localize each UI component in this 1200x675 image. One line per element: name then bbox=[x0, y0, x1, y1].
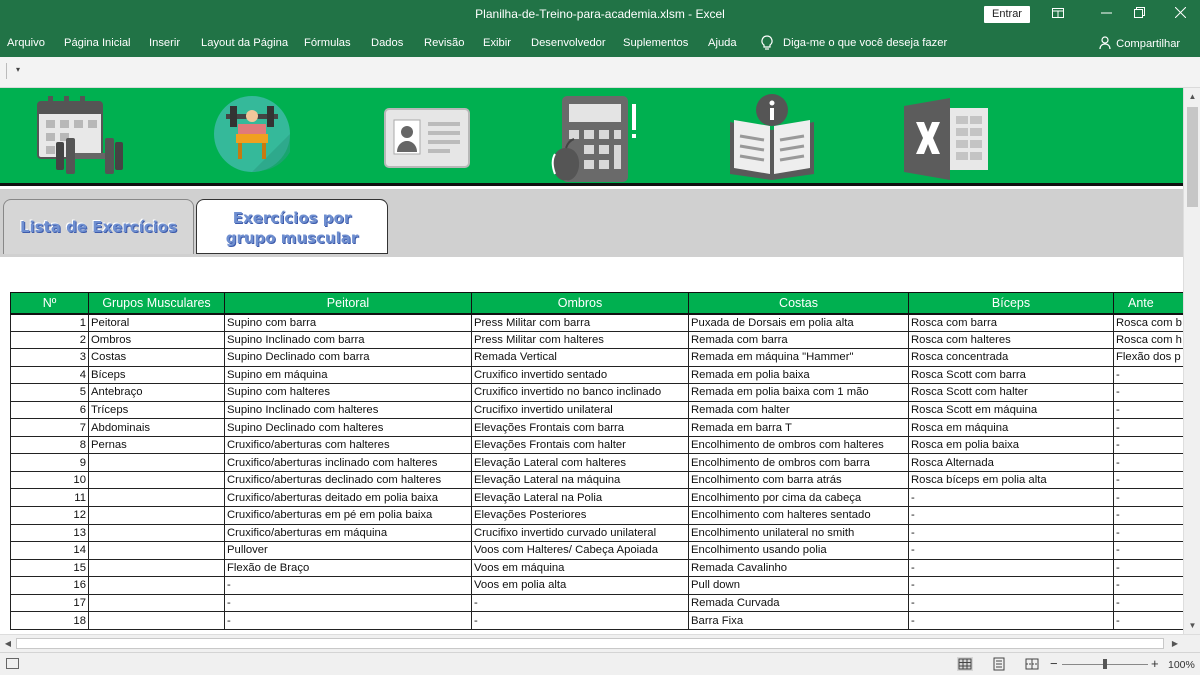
horizontal-scrollbar[interactable] bbox=[0, 634, 1200, 652]
menu-layout-da-pagina[interactable]: Layout da Página bbox=[201, 37, 289, 49]
cell-antebraco[interactable]: - bbox=[1114, 401, 1184, 419]
page-layout-view-icon[interactable] bbox=[991, 657, 1007, 671]
horizontal-scroll-track[interactable] bbox=[16, 638, 1164, 649]
scroll-up-icon[interactable]: ▲ bbox=[1188, 92, 1197, 101]
cell-grupo[interactable] bbox=[89, 559, 225, 577]
cell-numero[interactable]: 8 bbox=[11, 436, 89, 454]
cell-peitoral[interactable]: Cruxifico/aberturas com halteres bbox=[225, 436, 472, 454]
page-break-view-icon[interactable] bbox=[1024, 657, 1040, 671]
cell-ombros[interactable]: Voos em polia alta bbox=[472, 577, 689, 595]
table-row bbox=[11, 366, 1184, 384]
normal-view-icon[interactable] bbox=[957, 657, 973, 671]
cell-biceps[interactable]: - bbox=[909, 489, 1114, 507]
table-row bbox=[11, 471, 1184, 489]
cell-biceps[interactable]: Rosca bíceps em polia alta bbox=[909, 471, 1114, 489]
cell-grupo[interactable]: Tríceps bbox=[89, 401, 225, 419]
vertical-scrollbar[interactable] bbox=[1183, 88, 1200, 634]
cell-biceps[interactable]: Rosca em máquina bbox=[909, 419, 1114, 437]
toolbar-divider bbox=[6, 63, 7, 79]
table-row bbox=[11, 349, 1184, 367]
cell-antebraco[interactable]: - bbox=[1114, 577, 1184, 595]
menu-suplementos[interactable]: Suplementos bbox=[623, 37, 689, 49]
cell-ombros[interactable]: Voos em máquina bbox=[472, 559, 689, 577]
cell-peitoral[interactable]: Pullover bbox=[225, 542, 472, 560]
ribbon-display-options-icon[interactable] bbox=[1044, 3, 1072, 25]
cell-ombros[interactable]: Cruxifico invertido no banco inclinado bbox=[472, 384, 689, 402]
cell-costas[interactable]: Encolhimento com halteres sentado bbox=[689, 507, 909, 525]
cell-peitoral[interactable]: Supino Declinado com halteres bbox=[225, 419, 472, 437]
menu-pagina-inicial[interactable]: Página Inicial bbox=[64, 37, 131, 49]
cell-peitoral[interactable]: Cruxifico/aberturas em máquina bbox=[225, 524, 472, 542]
cell-costas[interactable]: Remada Cavalinho bbox=[689, 559, 909, 577]
window-title: Planilha-de-Treino-para-academia.xlsm - Excel bbox=[475, 7, 725, 21]
cell-biceps[interactable]: Rosca Scott em máquina bbox=[909, 401, 1114, 419]
cell-ombros[interactable]: Elevações Frontais com halter bbox=[472, 436, 689, 454]
cell-biceps[interactable]: Rosca concentrada bbox=[909, 349, 1114, 367]
cell-peitoral[interactable]: Flexão de Braço bbox=[225, 559, 472, 577]
cell-biceps[interactable]: - bbox=[909, 524, 1114, 542]
cell-ombros[interactable]: Remada Vertical bbox=[472, 349, 689, 367]
person-share-icon bbox=[1099, 36, 1113, 50]
zoom-level[interactable]: 100% bbox=[1168, 659, 1195, 671]
zoom-out-button[interactable]: − bbox=[1050, 656, 1058, 671]
cell-numero[interactable]: 4 bbox=[11, 366, 89, 384]
table-row bbox=[11, 454, 1184, 472]
cell-biceps[interactable]: Rosca Alternada bbox=[909, 454, 1114, 472]
cell-biceps[interactable]: - bbox=[909, 507, 1114, 525]
zoom-in-button[interactable]: + bbox=[1151, 656, 1159, 671]
cell-numero[interactable]: 1 bbox=[11, 314, 89, 332]
cell-numero[interactable]: 3 bbox=[11, 349, 89, 367]
cell-biceps[interactable]: Rosca Scott com halter bbox=[909, 384, 1114, 402]
cell-peitoral[interactable]: Supino Declinado com barra bbox=[225, 349, 472, 367]
table-row bbox=[11, 384, 1184, 402]
cell-ombros[interactable]: Cruxifico invertido sentado bbox=[472, 366, 689, 384]
table-row bbox=[11, 331, 1184, 349]
header-costas[interactable]: Costas bbox=[689, 293, 909, 314]
cell-antebraco[interactable]: - bbox=[1114, 559, 1184, 577]
share-label: Compartilhar bbox=[1116, 38, 1181, 50]
scroll-left-icon[interactable]: ◀ bbox=[4, 639, 12, 648]
cell-grupo[interactable]: Abdominais bbox=[89, 419, 225, 437]
cell-numero[interactable]: 7 bbox=[11, 419, 89, 437]
quick-access-toolbar bbox=[0, 57, 1200, 88]
table-row bbox=[11, 401, 1184, 419]
menu-revisao[interactable]: Revisão bbox=[424, 37, 465, 49]
cell-costas[interactable]: Remada com halter bbox=[689, 401, 909, 419]
cell-costas[interactable]: Remada em barra T bbox=[689, 419, 909, 437]
tab-grupo-label-line1: Exercícios por bbox=[232, 209, 352, 227]
header-biceps[interactable]: Bíceps bbox=[909, 293, 1114, 314]
cell-antebraco[interactable]: Flexão dos p bbox=[1114, 349, 1184, 367]
cell-ombros[interactable]: Press Militar com barra bbox=[472, 314, 689, 332]
restore-icon[interactable] bbox=[1125, 3, 1153, 25]
cell-numero[interactable]: 10 bbox=[11, 471, 89, 489]
sheet-tabs-area bbox=[0, 189, 1183, 257]
cell-grupo[interactable]: Ombros bbox=[89, 331, 225, 349]
cell-numero[interactable]: 14 bbox=[11, 542, 89, 560]
menu-exibir[interactable]: Exibir bbox=[483, 37, 511, 49]
share-button[interactable] bbox=[1099, 36, 1180, 50]
cell-antebraco[interactable]: Rosca com b bbox=[1114, 314, 1184, 332]
cell-grupo[interactable]: Peitoral bbox=[89, 314, 225, 332]
cell-costas[interactable]: Pull down bbox=[689, 577, 909, 595]
table-row bbox=[11, 489, 1184, 507]
minimize-icon[interactable] bbox=[1092, 3, 1120, 25]
cell-ombros[interactable]: - bbox=[472, 612, 689, 630]
cell-costas[interactable]: Encolhimento unilateral no smith bbox=[689, 524, 909, 542]
excel-logo-icon[interactable] bbox=[902, 98, 990, 185]
cell-grupo[interactable] bbox=[89, 542, 225, 560]
tab-lista-label: Lista de Exercícios bbox=[19, 218, 178, 236]
cell-numero[interactable]: 13 bbox=[11, 524, 89, 542]
cell-numero[interactable]: 12 bbox=[11, 507, 89, 525]
scroll-right-icon[interactable]: ▶ bbox=[1171, 639, 1179, 648]
cell-numero[interactable]: 15 bbox=[11, 559, 89, 577]
cell-ombros[interactable]: Crucifixo invertido unilateral bbox=[472, 401, 689, 419]
worksheet bbox=[0, 88, 1183, 634]
cell-peitoral[interactable]: Cruxifico/aberturas em pé em polia baixa bbox=[225, 507, 472, 525]
cell-ombros[interactable]: Elevação Lateral com halteres bbox=[472, 454, 689, 472]
tab-exercicios-por-grupo-muscular[interactable] bbox=[196, 199, 388, 254]
scroll-thumb[interactable] bbox=[1187, 107, 1198, 207]
cell-peitoral[interactable]: Cruxifico/aberturas declinado com halteres bbox=[225, 471, 472, 489]
calendar-dumbbell-icon[interactable] bbox=[36, 92, 126, 179]
cell-grupo[interactable] bbox=[89, 524, 225, 542]
cell-ombros[interactable]: - bbox=[472, 594, 689, 612]
tell-me-search[interactable]: Diga-me o que você deseja fazer bbox=[783, 37, 948, 49]
cell-costas[interactable]: Encolhimento com barra atrás bbox=[689, 471, 909, 489]
cell-costas[interactable]: Puxada de Dorsais em polia alta bbox=[689, 314, 909, 332]
cell-numero[interactable]: 9 bbox=[11, 454, 89, 472]
cell-antebraco[interactable]: - bbox=[1114, 454, 1184, 472]
cell-ombros[interactable]: Elevações Frontais com barra bbox=[472, 419, 689, 437]
table-row bbox=[11, 559, 1184, 577]
cell-grupo[interactable]: Costas bbox=[89, 349, 225, 367]
cell-numero[interactable]: 18 bbox=[11, 612, 89, 630]
cell-antebraco[interactable]: - bbox=[1114, 612, 1184, 630]
cell-costas[interactable]: Remada em polia baixa bbox=[689, 366, 909, 384]
cell-costas[interactable]: Encolhimento usando polia bbox=[689, 542, 909, 560]
cell-antebraco[interactable]: - bbox=[1114, 542, 1184, 560]
menu-ajuda[interactable]: Ajuda bbox=[708, 37, 737, 49]
cell-biceps[interactable]: Rosca com barra bbox=[909, 314, 1114, 332]
status-bar bbox=[0, 652, 1200, 675]
cell-antebraco[interactable]: - bbox=[1114, 471, 1184, 489]
lightbulb-icon bbox=[760, 35, 774, 51]
table-row bbox=[11, 419, 1184, 437]
cell-antebraco[interactable]: - bbox=[1114, 419, 1184, 437]
table-header-row bbox=[11, 293, 1184, 314]
cell-peitoral[interactable]: Supino em máquina bbox=[225, 366, 472, 384]
exercise-table bbox=[10, 292, 1183, 630]
cell-costas[interactable]: Remada com barra bbox=[689, 331, 909, 349]
header-antebraco[interactable]: Ante bbox=[1114, 293, 1184, 314]
cell-biceps[interactable]: - bbox=[909, 559, 1114, 577]
cell-biceps[interactable]: - bbox=[909, 594, 1114, 612]
navigation-banner bbox=[0, 88, 1183, 186]
menu-desenvolvedor[interactable]: Desenvolvedor bbox=[531, 37, 606, 49]
cell-grupo[interactable]: Bíceps bbox=[89, 366, 225, 384]
ribbon-tabs bbox=[0, 30, 1200, 57]
cell-peitoral[interactable]: - bbox=[225, 612, 472, 630]
cell-peitoral[interactable]: Supino com halteres bbox=[225, 384, 472, 402]
cell-costas[interactable]: Remada em máquina "Hammer" bbox=[689, 349, 909, 367]
table-row bbox=[11, 542, 1184, 560]
table-row bbox=[11, 314, 1184, 332]
cell-biceps[interactable]: Rosca em polia baixa bbox=[909, 436, 1114, 454]
cell-ombros[interactable]: Elevação Lateral na máquina bbox=[472, 471, 689, 489]
menu-dados[interactable]: Dados bbox=[371, 37, 404, 49]
cell-antebraco[interactable]: - bbox=[1114, 384, 1184, 402]
table-row bbox=[11, 524, 1184, 542]
header-ombros[interactable]: Ombros bbox=[472, 293, 689, 314]
cell-peitoral[interactable]: Supino Inclinado com barra bbox=[225, 331, 472, 349]
title-bar bbox=[0, 0, 1200, 30]
cell-ombros[interactable]: Press Militar com halteres bbox=[472, 331, 689, 349]
scroll-down-icon[interactable]: ▼ bbox=[1188, 621, 1197, 630]
table-row bbox=[11, 594, 1184, 612]
cell-antebraco[interactable]: - bbox=[1114, 489, 1184, 507]
cell-ombros[interactable]: Elevação Lateral na Polia bbox=[472, 489, 689, 507]
cell-ombros[interactable]: Voos com Halteres/ Cabeça Apoiada bbox=[472, 542, 689, 560]
cell-mode-icon bbox=[6, 658, 19, 669]
sign-in-button[interactable]: Entrar bbox=[984, 6, 1030, 23]
cell-antebraco[interactable]: Rosca com h bbox=[1114, 331, 1184, 349]
cell-grupo[interactable]: Pernas bbox=[89, 436, 225, 454]
table-row bbox=[11, 612, 1184, 630]
cell-grupo[interactable] bbox=[89, 454, 225, 472]
menu-inserir[interactable]: Inserir bbox=[149, 37, 181, 49]
calculator-apple-icon[interactable] bbox=[548, 92, 640, 189]
cell-numero[interactable]: 5 bbox=[11, 384, 89, 402]
cell-antebraco[interactable]: - bbox=[1114, 524, 1184, 542]
header-grupos-musculares[interactable]: Grupos Musculares bbox=[89, 293, 225, 314]
cell-costas[interactable]: Remada Curvada bbox=[689, 594, 909, 612]
cell-antebraco[interactable]: - bbox=[1114, 366, 1184, 384]
table-row bbox=[11, 436, 1184, 454]
menu-arquivo[interactable]: Arquivo bbox=[7, 37, 45, 49]
cell-grupo[interactable] bbox=[89, 577, 225, 595]
cell-numero[interactable]: 17 bbox=[11, 594, 89, 612]
bench-press-icon[interactable] bbox=[210, 92, 294, 181]
cell-numero[interactable]: 11 bbox=[11, 489, 89, 507]
cell-costas[interactable]: Encolhimento de ombros com halteres bbox=[689, 436, 909, 454]
customize-toolbar-icon[interactable]: ▾ bbox=[16, 65, 21, 74]
cell-peitoral[interactable]: Supino com barra bbox=[225, 314, 472, 332]
cell-peitoral[interactable]: - bbox=[225, 577, 472, 595]
cell-costas[interactable]: Encolhimento por cima da cabeça bbox=[689, 489, 909, 507]
zoom-slider-handle[interactable] bbox=[1103, 659, 1107, 669]
cell-numero[interactable]: 2 bbox=[11, 331, 89, 349]
id-card-icon[interactable] bbox=[384, 108, 470, 173]
cell-costas[interactable]: Encolhimento de ombros com barra bbox=[689, 454, 909, 472]
cell-biceps[interactable]: - bbox=[909, 542, 1114, 560]
cell-biceps[interactable]: - bbox=[909, 612, 1114, 630]
cell-ombros[interactable]: Crucifixo invertido curvado unilateral bbox=[472, 524, 689, 542]
cell-antebraco[interactable]: - bbox=[1114, 594, 1184, 612]
table-row bbox=[11, 507, 1184, 525]
cell-antebraco[interactable]: - bbox=[1114, 507, 1184, 525]
cell-numero[interactable]: 6 bbox=[11, 401, 89, 419]
cell-peitoral[interactable]: Cruxifico/aberturas deitado em polia baixa bbox=[225, 489, 472, 507]
cell-grupo[interactable] bbox=[89, 489, 225, 507]
cell-peitoral[interactable]: Cruxifico/aberturas inclinado com halteres bbox=[225, 454, 472, 472]
cell-peitoral[interactable]: - bbox=[225, 594, 472, 612]
header-peitoral[interactable]: Peitoral bbox=[225, 293, 472, 314]
cell-ombros[interactable]: Elevações Posteriores bbox=[472, 507, 689, 525]
tab-lista-de-exercicios[interactable] bbox=[3, 199, 194, 254]
table-row bbox=[11, 577, 1184, 595]
cell-grupo[interactable] bbox=[89, 612, 225, 630]
cell-peitoral[interactable]: Supino Inclinado com halteres bbox=[225, 401, 472, 419]
cell-biceps[interactable]: Rosca com halteres bbox=[909, 331, 1114, 349]
header-numero[interactable]: Nº bbox=[11, 293, 89, 314]
cell-biceps[interactable]: - bbox=[909, 577, 1114, 595]
cell-numero[interactable]: 16 bbox=[11, 577, 89, 595]
cell-grupo[interactable] bbox=[89, 471, 225, 489]
cell-costas[interactable]: Remada em polia baixa com 1 mão bbox=[689, 384, 909, 402]
cell-grupo[interactable] bbox=[89, 594, 225, 612]
cell-grupo[interactable] bbox=[89, 507, 225, 525]
cell-costas[interactable]: Barra Fixa bbox=[689, 612, 909, 630]
close-icon[interactable] bbox=[1166, 3, 1194, 25]
menu-formulas[interactable]: Fórmulas bbox=[304, 37, 351, 49]
cell-biceps[interactable]: Rosca Scott com barra bbox=[909, 366, 1114, 384]
tab-grupo-label-line2: grupo muscular bbox=[225, 229, 359, 247]
info-book-icon[interactable] bbox=[726, 92, 818, 187]
cell-antebraco[interactable]: - bbox=[1114, 436, 1184, 454]
cell-grupo[interactable]: Antebraço bbox=[89, 384, 225, 402]
